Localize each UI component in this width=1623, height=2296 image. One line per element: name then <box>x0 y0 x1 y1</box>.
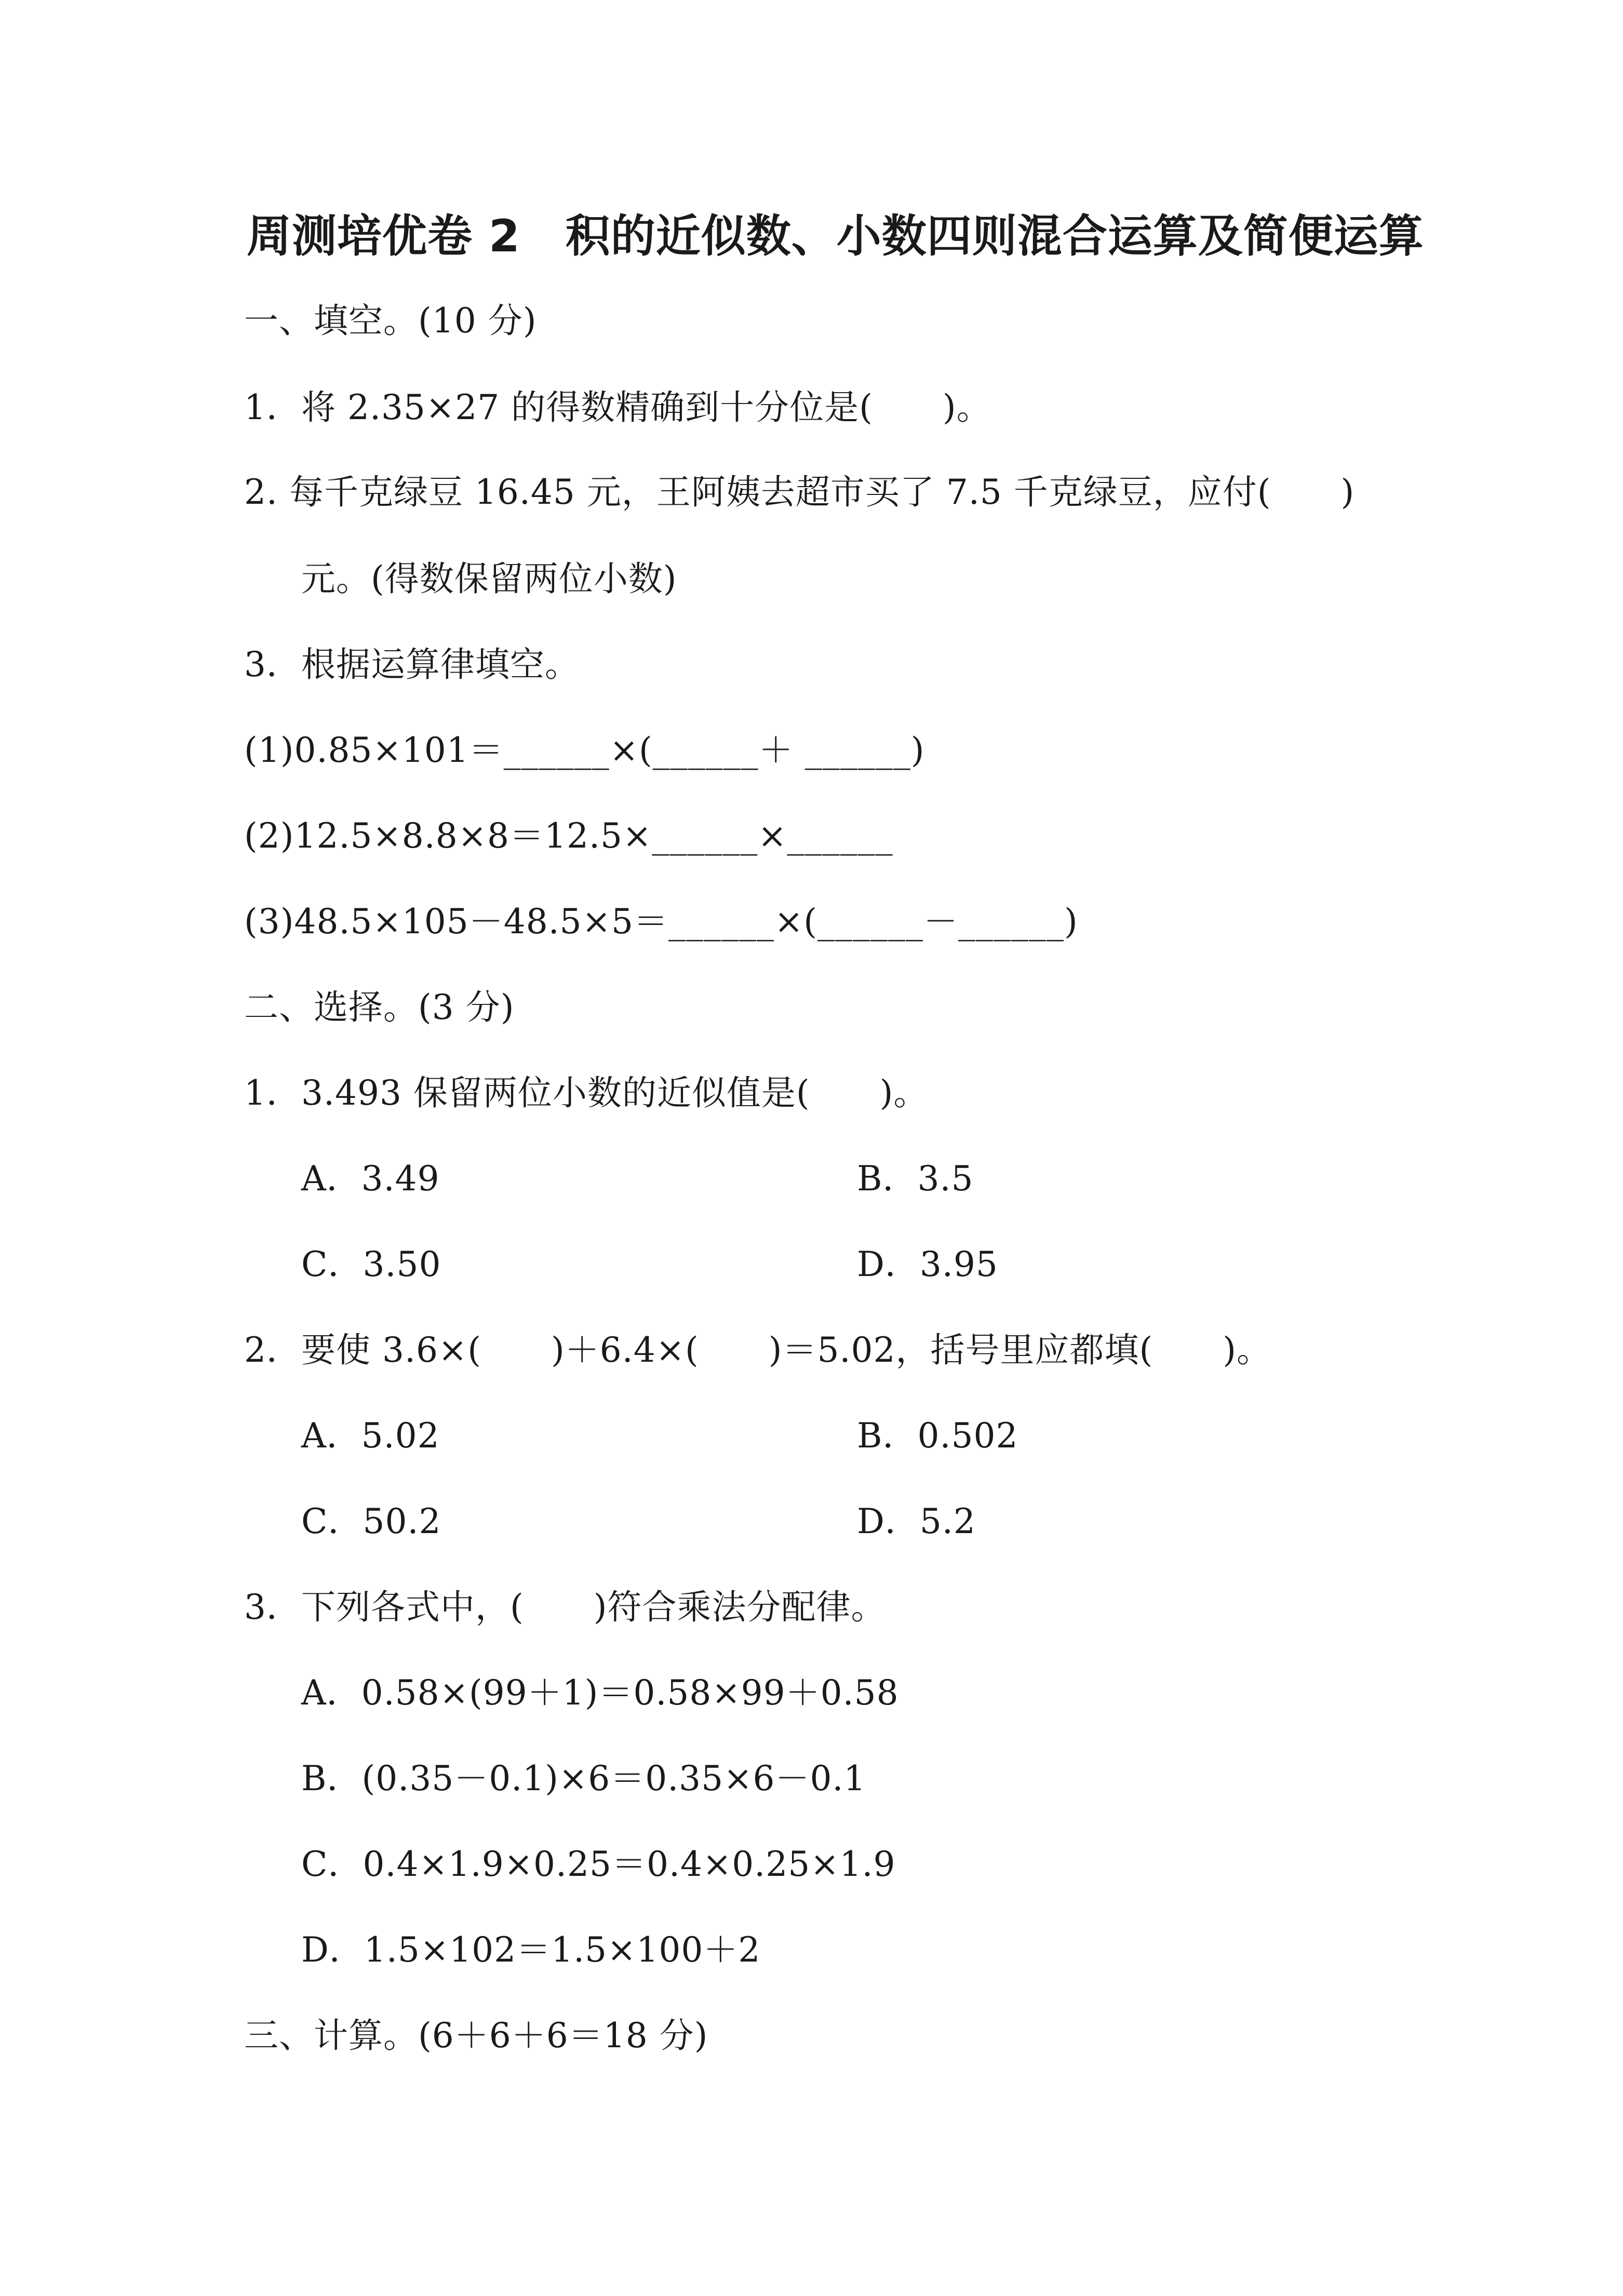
choice-3-option-a: A．0.58×(99＋1)＝0.58×99＋0.58 <box>301 1673 899 1713</box>
section-1-heading: 一、填空。(10 分) <box>244 301 537 341</box>
choice-2-option-c: C．50.2 <box>301 1501 441 1541</box>
choice-3-option-c: C．0.4×1.9×0.25＝0.4×0.25×1.9 <box>301 1844 896 1884</box>
section-2-heading: 二、选择。(3 分) <box>244 987 515 1027</box>
choice-1-option-d: D．3.95 <box>857 1244 998 1284</box>
choice-2-option-b: B．0.502 <box>857 1416 1018 1456</box>
fill-question-3-1: (1)0.85×101＝______×(______＋ ______) <box>244 730 925 770</box>
fill-question-3-3: (3)48.5×105－48.5×5＝______×(______－______) <box>244 902 1078 942</box>
choice-2-option-a: A．5.02 <box>301 1416 440 1456</box>
fill-question-3-2: (2)12.5×8.8×8＝12.5×______×______ <box>244 816 893 856</box>
choice-1-option-b: B．3.5 <box>857 1159 974 1199</box>
choice-question-3: 3．下列各式中，( )符合乘法分配律。 <box>244 1587 886 1627</box>
fill-question-3: 3．根据运算律填空。 <box>244 645 580 684</box>
choice-question-2: 2．要使 3.6×( )＋6.4×( )＝5.02，括号里应都填( )。 <box>244 1330 1271 1370</box>
choice-question-1: 1．3.493 保留两位小数的近似值是( )。 <box>244 1073 929 1113</box>
choice-1-option-c: C．3.50 <box>301 1244 441 1284</box>
fill-question-1: 1．将 2.35×27 的得数精确到十分位是( )。 <box>244 387 991 427</box>
fill-question-2-line-1: 2. 每千克绿豆 16.45 元，王阿姨去超市买了 7.5 千克绿豆，应付( ) <box>244 472 1355 512</box>
fill-question-2-line-2: 元。(得数保留两位小数) <box>301 559 677 599</box>
choice-3-option-d: D．1.5×102＝1.5×100＋2 <box>301 1930 761 1970</box>
section-3-heading: 三、计算。(6＋6＋6＝18 分) <box>244 2016 708 2056</box>
choice-1-option-a: A．3.49 <box>301 1159 440 1199</box>
choice-2-option-d: D．5.2 <box>857 1501 976 1541</box>
choice-3-option-b: B．(0.35－0.1)×6＝0.35×6－0.1 <box>301 1758 866 1798</box>
page-title: 周测培优卷 2 积的近似数、小数四则混合运算及简便运算 <box>247 210 1424 262</box>
